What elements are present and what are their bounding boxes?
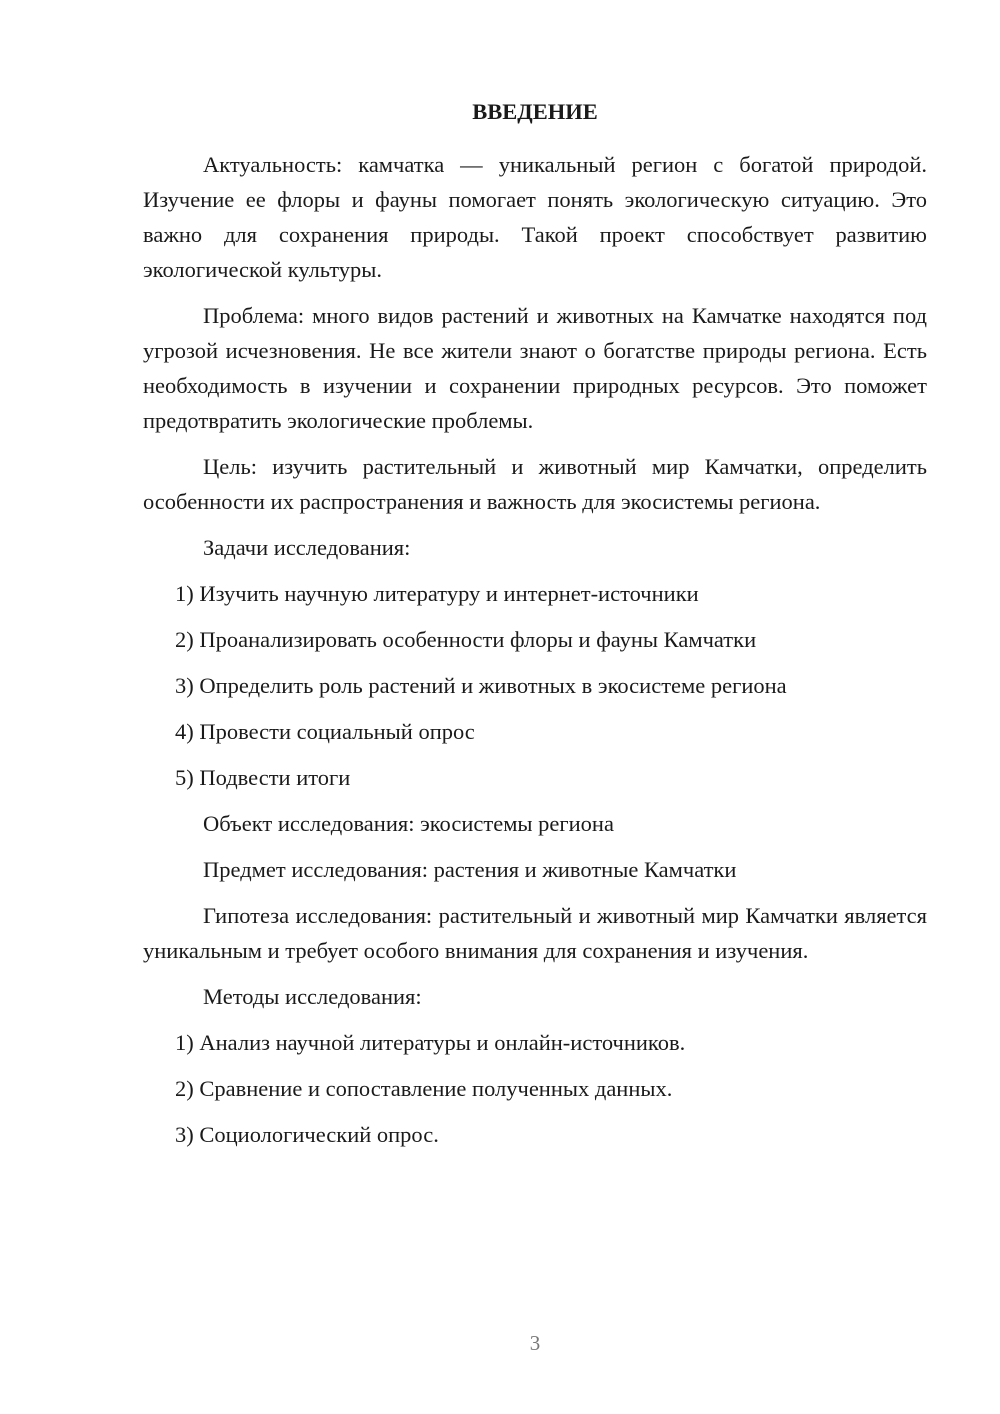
page-content bbox=[143, 94, 927, 1163]
goal-paragraph: Цель: изучить растительный и животный мир Камчатки, определить особенности их распространения и важность для экосистемы региона. bbox=[143, 454, 927, 514]
method-item: 1) Анализ научной литературы и онлайн-источников. bbox=[175, 1030, 686, 1055]
page-number: 3 bbox=[529, 1331, 541, 1355]
task-item: 2) Проанализировать особенности флоры и фауны Камчатки bbox=[175, 627, 757, 652]
problem-paragraph: Проблема: много видов растений и животных на Камчатке находятся под угрозой исчезновения. Не все жители знают о богатстве природы региона. Есть необходимость в изучении и сохранении природных ресурсов. Это поможет предотвратить экологические проблемы. bbox=[143, 303, 927, 433]
tasks-list bbox=[143, 576, 927, 795]
task-item: 3) Определить роль растений и животных в экосистеме региона bbox=[175, 673, 787, 698]
method-item: 3) Социологический опрос. bbox=[175, 1122, 439, 1147]
methods-list bbox=[143, 1025, 927, 1152]
section-title: ВВЕДЕНИЕ bbox=[472, 99, 598, 124]
task-item: 1) Изучить научную литературу и интернет-источники bbox=[175, 581, 699, 606]
task-item: 4) Провести социальный опрос bbox=[175, 719, 475, 744]
task-item: 5) Подвести итоги bbox=[175, 765, 351, 790]
object-paragraph: Объект исследования: экосистемы региона bbox=[203, 811, 614, 836]
method-item: 2) Сравнение и сопоставление полученных данных. bbox=[175, 1076, 673, 1101]
hypothesis-paragraph: Гипотеза исследования: растительный и животный мир Камчатки является уникальным и требует особого внимания для сохранения и изучения. bbox=[143, 903, 927, 963]
methods-heading: Методы исследования: bbox=[203, 984, 422, 1009]
relevance-paragraph: Актуальность: камчатка — уникальный регион с богатой природой. Изучение ее флоры и фауны помогает понять экологическую ситуацию. Это важно для сохранения природы. Такой проект способствует развитию экологической культуры. bbox=[143, 152, 927, 282]
tasks-heading: Задачи исследования: bbox=[203, 535, 411, 560]
subject-paragraph: Предмет исследования: растения и животные Камчатки bbox=[203, 857, 737, 882]
